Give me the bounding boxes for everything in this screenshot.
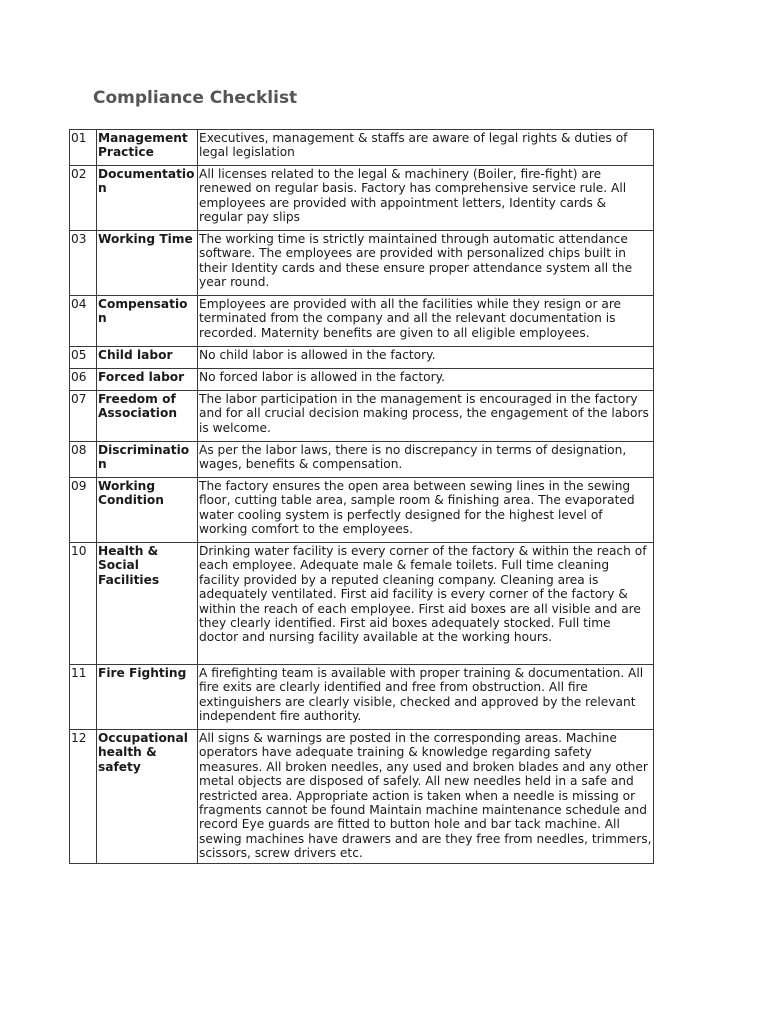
row-number: 03 — [70, 231, 97, 296]
row-description: All signs & warnings are posted in the corresponding areas. Machine operators have adequate training & knowledge regarding safety measures. All broken needles, any used and broken blades and any other metal objects are disposed of safely. All new needles held in a safe and restricted area. Appropriate action is taken when a needle is missing or fragments cannot be found Maintain machine maintenance schedule and record Eye guards are fitted to button hole and bar tack machine. All sewing machines have drawers and are they free from needles, trimmers, scissors, screw drivers etc. — [198, 730, 654, 864]
page-title: Compliance Checklist — [93, 88, 298, 108]
row-area: Documentation — [97, 166, 198, 231]
row-number: 11 — [70, 665, 97, 730]
row-description: All licenses related to the legal & machinery (Boiler, fire-fight) are renewed on regular basis. Factory has comprehensive service rule. All employees are provided with appointment letters, Identity cards & regular pay slips — [198, 166, 654, 231]
row-description: The factory ensures the open area between sewing lines in the sewing floor, cutting table area, sample room & finishing area. The evaporated water cooling system is perfectly designed for the highest level of working comfort to the employees. — [198, 478, 654, 543]
table-row — [70, 369, 654, 391]
row-area: Working Time — [97, 231, 198, 296]
table-row — [70, 665, 654, 730]
row-number: 02 — [70, 166, 97, 231]
row-area: Discrimination — [97, 442, 198, 478]
row-area: Child labor — [97, 347, 198, 369]
row-number: 06 — [70, 369, 97, 391]
table-row — [70, 478, 654, 543]
row-number: 01 — [70, 130, 97, 166]
table-row — [70, 130, 654, 166]
row-area: Freedom of Association — [97, 391, 198, 442]
row-description: As per the labor laws, there is no discrepancy in terms of designation, wages, benefits & compensation. — [198, 442, 654, 478]
row-area: Occupational health & safety — [97, 730, 198, 864]
row-area: Forced labor — [97, 369, 198, 391]
table-row — [70, 730, 654, 864]
row-description: A firefighting team is available with proper training & documentation. All fire exits are clearly identified and free from obstruction. All fire extinguishers are clearly visible, checked and approved by the relevant independent fire authority. — [198, 665, 654, 730]
row-area: Health & Social Facilities — [97, 543, 198, 665]
table-row — [70, 166, 654, 231]
table-row — [70, 442, 654, 478]
table-row — [70, 543, 654, 665]
row-number: 05 — [70, 347, 97, 369]
row-number: 08 — [70, 442, 97, 478]
row-description: No child labor is allowed in the factory. — [198, 347, 654, 369]
compliance-table — [69, 129, 654, 864]
row-description: Executives, management & staffs are aware of legal rights & duties of legal legislation — [198, 130, 654, 166]
table-row — [70, 391, 654, 442]
row-description: No forced labor is allowed in the factory. — [198, 369, 654, 391]
row-area: Working Condition — [97, 478, 198, 543]
table-row — [70, 231, 654, 296]
row-number: 12 — [70, 730, 97, 864]
row-description: Drinking water facility is every corner of the factory & within the reach of each employee. Adequate male & female toilets. Full time cleaning facility provided by a reputed cleaning company. Cleaning area is adequately ventilated. First aid facility is every corner of the factory & within the reach of each employee. First aid boxes are all visible and are they clearly identified. First aid boxes adequately stocked. Full time doctor and nursing facility available at the working hours. — [198, 543, 654, 665]
table-row — [70, 296, 654, 347]
row-area: Fire Fighting — [97, 665, 198, 730]
row-description: The labor participation in the management is encouraged in the factory and for all crucial decision making process, the engagement of the labors is welcome. — [198, 391, 654, 442]
row-area: Compensation — [97, 296, 198, 347]
row-number: 04 — [70, 296, 97, 347]
row-number: 10 — [70, 543, 97, 665]
row-number: 07 — [70, 391, 97, 442]
row-number: 09 — [70, 478, 97, 543]
row-area: Management Practice — [97, 130, 198, 166]
row-description: Employees are provided with all the facilities while they resign or are terminated from the company and all the relevant documentation is recorded. Maternity benefits are given to all eligible employees. — [198, 296, 654, 347]
table-row — [70, 347, 654, 369]
row-description: The working time is strictly maintained through automatic attendance software. The employees are provided with personalized chips built in their Identity cards and these ensure proper attendance system all the year round. — [198, 231, 654, 296]
